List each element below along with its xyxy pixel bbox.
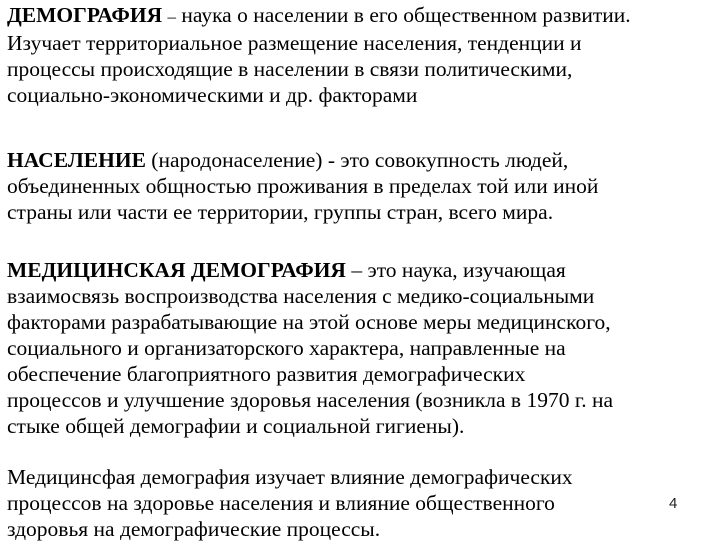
paragraph-line: социально-экономическими и др. факторами bbox=[7, 83, 418, 107]
paragraph-population bbox=[7, 147, 598, 225]
paragraph-line bbox=[7, 147, 598, 173]
paragraph-line: процессы происходящие в населении в связи политическими, bbox=[7, 57, 573, 81]
line-text: (народонаселение) - это совокупность людей, bbox=[145, 148, 569, 172]
paragraph-line: стыке общей демографии и социальной гигиены). bbox=[7, 414, 465, 438]
paragraph-line: Изучает территориальное размещение населения, тенденции и bbox=[7, 31, 582, 55]
paragraph-line: обеспечение благоприятного развития демографических bbox=[7, 362, 526, 386]
term-demography: ДЕМОГРАФИЯ bbox=[7, 3, 163, 27]
term-medical-demography: МЕДИЦИНСКАЯ ДЕМОГРАФИЯ bbox=[7, 258, 346, 282]
paragraph-medical-demography bbox=[7, 257, 613, 439]
paragraph-line: процессов и улучшение здоровья населения (возникла в 1970 г. на bbox=[7, 388, 614, 412]
paragraph-line bbox=[7, 2, 631, 30]
paragraph-line: Медицинсфая демография изучает влияние демографических bbox=[7, 465, 573, 489]
paragraph-line: страны или части ее территории, группы стран, всего мира. bbox=[7, 200, 554, 224]
paragraph-line: процессов на здоровье населения и влияние общественного bbox=[7, 491, 555, 515]
paragraph-line: взаимосвязь воспроизводства населения с медико-социальными bbox=[7, 284, 595, 308]
term-population: НАСЕЛЕНИЕ bbox=[7, 148, 146, 172]
paragraph-medical-demography-studies bbox=[7, 464, 573, 542]
page-number: 4 bbox=[669, 495, 678, 512]
line-text: наука о населении в его общественном развитии. bbox=[175, 3, 631, 27]
paragraph-line: социального и организаторского характера, направленные на bbox=[7, 336, 566, 360]
paragraph-line bbox=[7, 257, 613, 283]
paragraph-demography bbox=[7, 2, 631, 108]
paragraph-line: факторами разрабатывающие на этой основе меры медицинского, bbox=[7, 310, 611, 334]
paragraph-line: объединенных общностью проживания в пределах той или иной bbox=[7, 174, 599, 198]
dash: – bbox=[167, 7, 176, 26]
paragraph-line: здоровья на демографические процессы. bbox=[7, 517, 381, 541]
line-text: – это наука, изучающая bbox=[345, 258, 566, 282]
